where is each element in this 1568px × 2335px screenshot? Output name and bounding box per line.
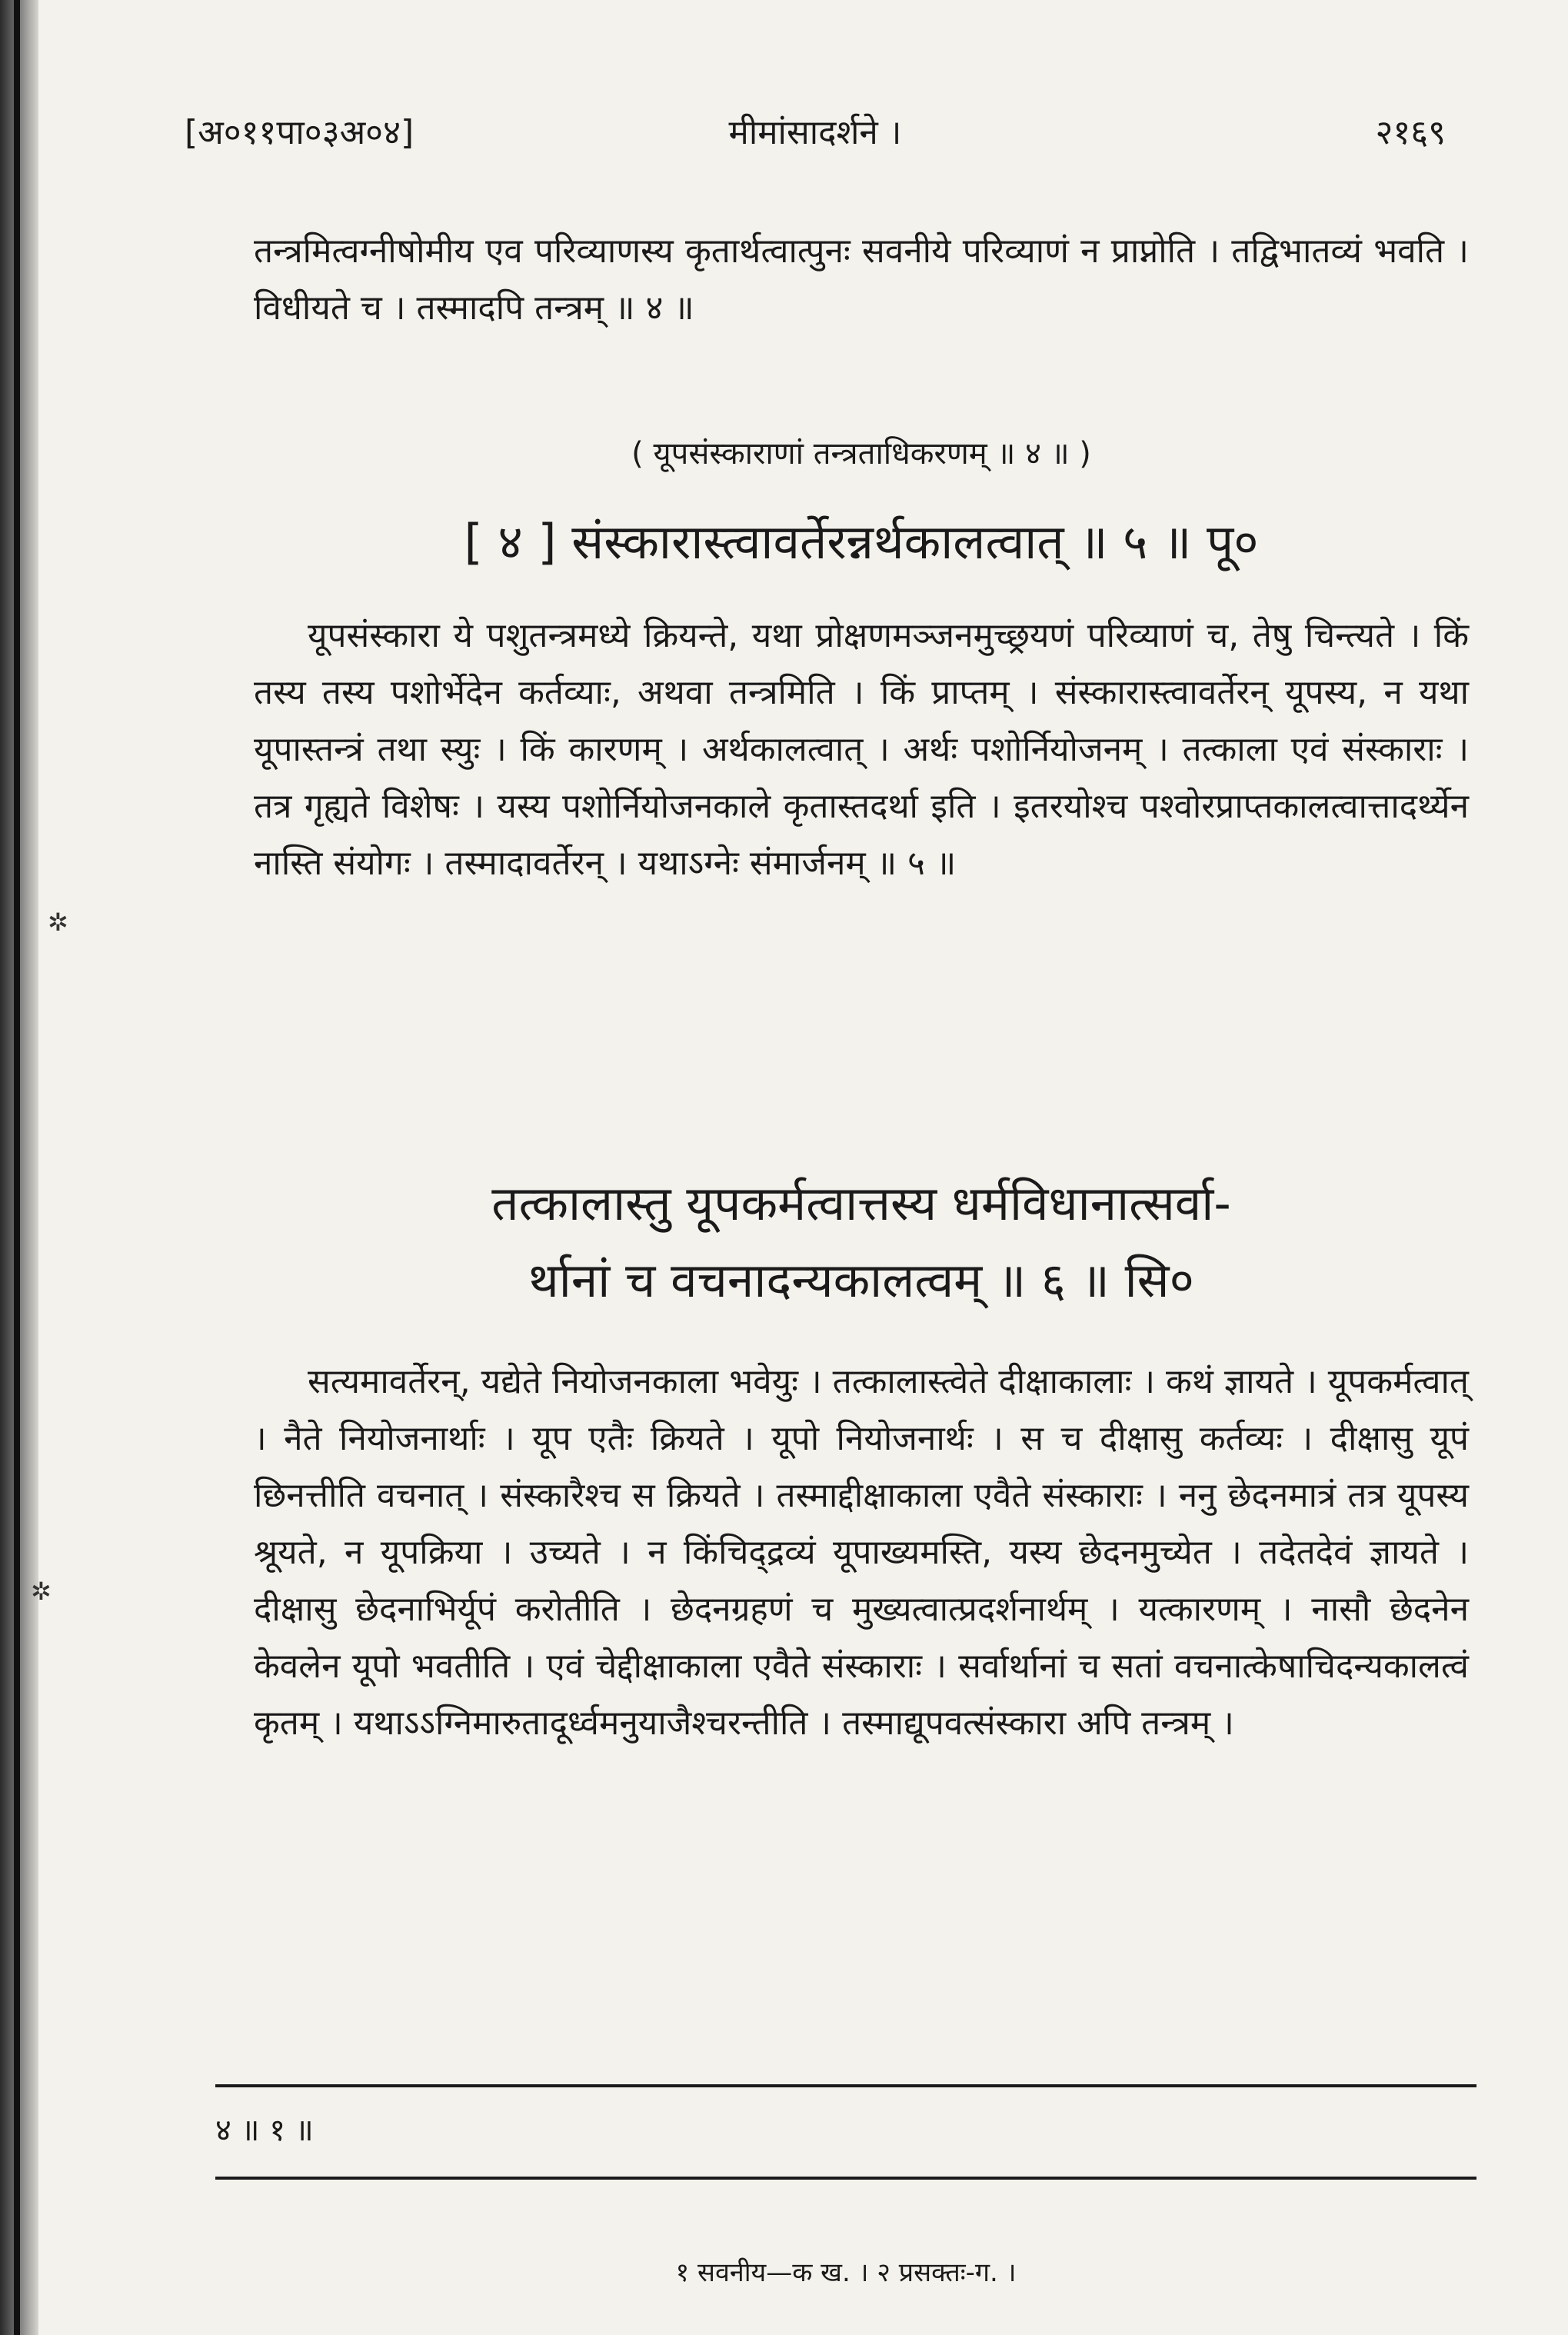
commentary-6: सत्यमावर्तेरन्, यद्येते नियोजनकाला भवेयुः । तत्कालास्त्वेते दीक्षाकालाः । कथं ज्ञायते । यूपकर्मत्वात् । नैते नियोजनार्थाः । यूप एतैः क्रियते । यूपो नियोजनार्थः । स च दीक्षासु कर्तव्यः । दीक्षासु यूपं छिनत्तीति वचनात् । संस्कारैश्च स क्रियते । तस्माद्दीक्षाकाला एवैते संस्काराः । ननु छेदनमात्रं तत्र यूपस्य श्रूयते, न यूपक्रिया । उच्यते । न किंचिद्द्रव्यं यूपाख्यमस्ति, यस्य छेदनमुच्येत । तदेतदेवं ज्ञायते । दीक्षासु छेदनाभिर्यूपं करोतीति । छेदनग्रहणं च मुख्यत्वात्प्रदर्शनार्थम् । यत्कारणम् । नासौ छेदनेन केवलेन यूपो भवतीति । एवं चेद्दीक्षाकाला एवैते संस्काराः । सर्वार्थानां च सतां वचनात्केषाचिदन्यकालत्वं कृतम् । यथाऽऽग्निमारुतादूर्ध्वमनुयाजैश्चरन्तीति । तस्माद्यूपवत्संस्कारा अपि तन्त्रम् । <box>254 1362 1469 1743</box>
header-section-reference: [अ०११पा०३अ०४] <box>185 113 414 152</box>
commentary-5: यूपसंस्कारा ये पशुतन्त्रमध्ये क्रियन्ते, यथा प्रोक्षणमञ्जनमुच्छ्रयणं परिव्याणं च, तेषु चिन्त्यते । किं तस्य तस्य पशोर्भेदेन कर्तव्याः, अथवा तन्त्रमिति । किं प्राप्तम् । संस्कारास्त्वावर्तेरन् यूपस्य, न यथा यूपास्तन्त्रं तथा स्युः । किं कारणम् । अर्थकालत्वात् । अर्थः पशोर्नियोजनम् । तत्काला एवं संस्काराः । तत्र गृह्यते विशेषः । यस्य पशोर्नियोजनकाले कृतास्तदर्था इति । इतरयोश्च पश्वोरप्राप्तकालत्वात्तादर्थ्येन नास्ति संयोगः । तस्मादावर्तेरन् । यथाऽग्नेः संमार्जनम् ॥ ५ ॥ <box>254 616 1469 883</box>
sutra-6-line-1: तत्कालास्तु यूपकर्मत्वात्तस्य धर्मविधानात्सर्वा- <box>491 1175 1231 1231</box>
book-page <box>123 0 1469 2335</box>
sutra-5: [ ४ ] संस्कारास्त्वावर्तेरन्नर्थकालत्वात् ॥ ५ ॥ पू० <box>464 514 1259 570</box>
footnote-divider-lower <box>215 2177 1476 2180</box>
binding-line <box>14 0 20 2335</box>
running-header <box>185 108 1446 162</box>
sutra-6-line-2: र्थानां च वचनादन्यकालत्वम् ॥ ६ ॥ सि० <box>528 1252 1194 1308</box>
intro-paragraph: तन्त्रमित्वग्नीषोमीय एव परिव्याणस्य कृतार्थत्वात्पुनः सवनीये परिव्याणं न प्राप्नोति । तद्विभातव्यं भवति । विधीयते च । तस्मादपि तन्त्रम् ॥ ४ ॥ <box>254 232 1469 328</box>
footnote-marker: ४ ॥ १ ॥ <box>215 2113 314 2148</box>
margin-speck: ✲ <box>48 908 68 937</box>
adhikarana-title: ( यूपसंस्काराणां तन्त्रताधिकरणम् ॥ ४ ॥ ) <box>631 436 1091 471</box>
page-number: २१६९ <box>1375 113 1446 152</box>
footnote-divider <box>215 2084 1476 2087</box>
header-title: मीमांसादर्शने । <box>728 113 902 152</box>
variant-readings-note: १ सवनीय—क ख. । २ प्रसक्तः-ग. । <box>675 2257 1017 2288</box>
margin-speck: ✲ <box>31 1577 52 1606</box>
